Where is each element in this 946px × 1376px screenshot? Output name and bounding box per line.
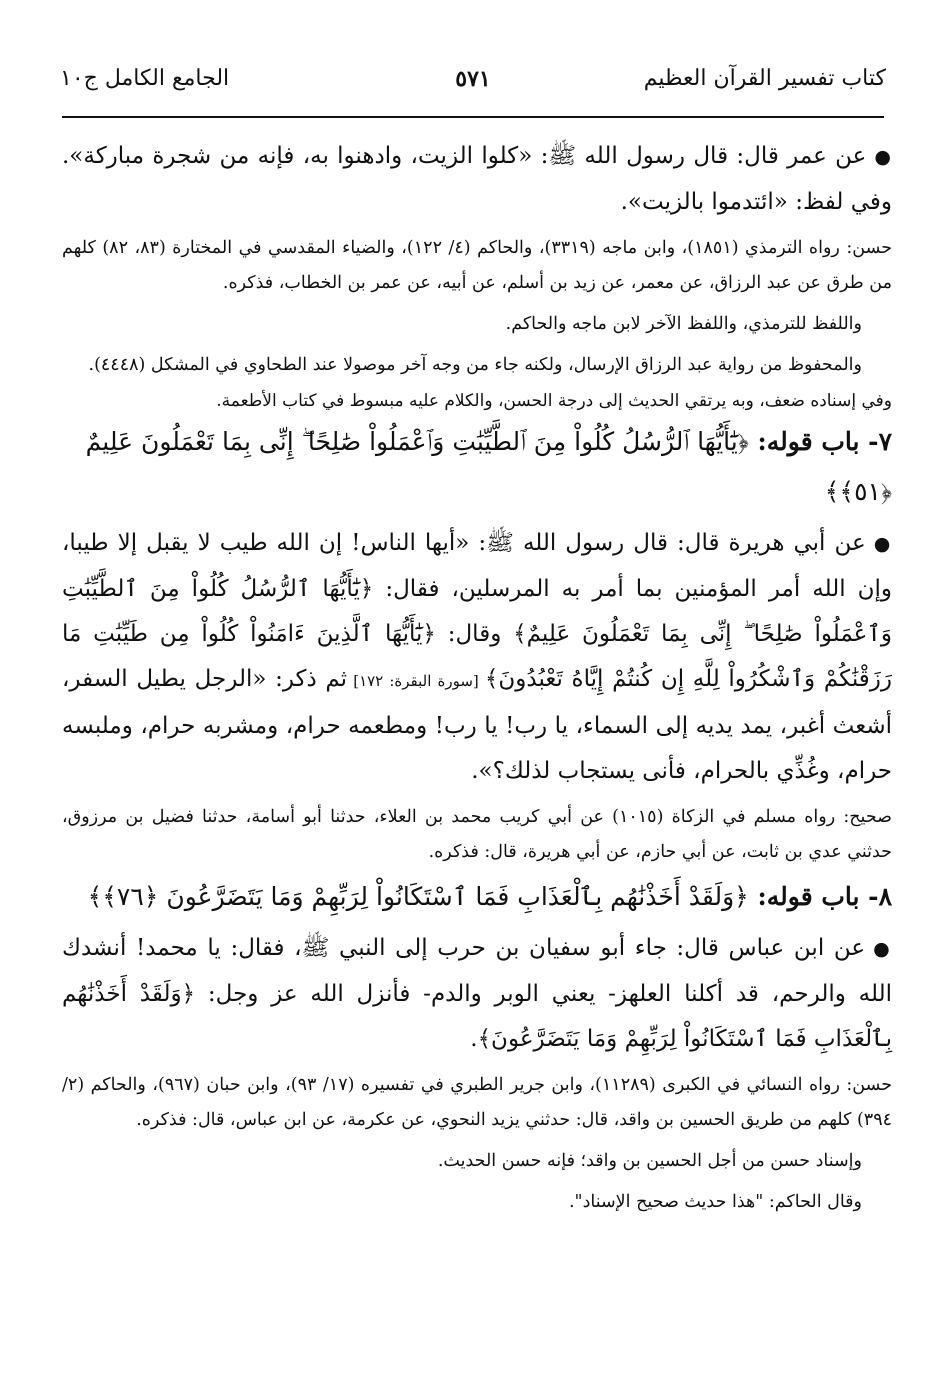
verse-reference: [سورة البقرة: ١٧٢]: [347, 672, 485, 690]
hadith-abu-hurayra: [62, 521, 892, 794]
hadith-text-b: ثم ذكر: «الرجل يطيل السفر، أشعث أغبر، يمد يديه إلى السماء، يا رب! يا رب! ومطعمه حرام، ومشربه حرام، وملبسه حرام، وغُذِّي بالحرام، فأنى يستجاب لذلك؟».: [62, 666, 892, 784]
note-isnad: وفي إسناده ضعف، وبه يرتقي الحديث إلى درجة الحسن، والكلام عليه مبسوط في كتاب الأطعمة.: [216, 391, 892, 411]
verse-al-muminun-76: ﴿وَلَقَدْ أَخَذْنَٰهُم بِٱلْعَذَابِ فَمَا ٱسْتَكَانُواْ لِرَبِّهِمْ وَمَا يَتَضَرَّعُونَ﴾: [62, 981, 892, 1052]
bullet-icon: ●: [873, 533, 892, 555]
chapter-7-label: ٧- باب قوله:: [757, 427, 892, 456]
grading-abu-hurayra: صحيح: رواه مسلم في الزكاة (١٠١٥) عن أبي كريب محمد بن العلاء، حدثنا أبو أسامة، حدثنا فضيل بن مرزوق، حدثني عدي بن ثابت، عن أبي حازم، عن أبي هريرة، قال: فذكره.: [62, 807, 892, 862]
page-header: [60, 66, 886, 106]
hadith-text-a: عن أبي هريرة قال: قال رسول الله ﷺ: «أيها الناس! إن الله طيب لا يقبل إلا طيبا، وإن الله أمر المؤمنين بما أمر به المرسلين، فقال:: [62, 530, 892, 602]
chapter-8-verse: ﴿وَلَقَدْ أَخَذْنَٰهُم بِٱلْعَذَابِ فَمَا ٱسْتَكَانُواْ لِرَبِّهِمْ وَمَا يَتَضَرَّعُونَ ﴿٧٦﴾﴾: [87, 882, 749, 911]
bullet-icon: ●: [873, 938, 892, 960]
hadith-ibn-abbas: [62, 926, 892, 1062]
page-body: [62, 134, 892, 1222]
series-title: الجامع الكامل ج١٠: [60, 66, 230, 91]
chapter-8-heading: [62, 872, 892, 922]
hadith-text: عن ابن عباس قال: جاء أبو سفيان بن حرب إلى النبي ﷺ، فقال: يا محمد! أنشدك الله والرحم، قد أكلنا العلهز- يعني الوبر والدم- فأنزل الله عز وجل:: [62, 935, 892, 1007]
hadith-end: .: [470, 1026, 478, 1052]
book-title: كتاب تفسير القرآن العظيم: [643, 66, 886, 91]
header-rule: [62, 116, 884, 118]
grading-ibn-abbas: حسن: رواه النسائي في الكبرى (١١٢٨٩)، وابن جرير الطبري في تفسيره (١٧/ ٩٣)، وابن حبان (٩٦٧)، والحاكم (٢/ ٣٩٤) كلهم من طريق الحسين بن واقد، قال: حدثني يزيد النحوي، عن عكرمة، عن ابن عباس، قال: فذكره.: [62, 1075, 893, 1130]
chapter-8-label: ٨- باب قوله:: [757, 882, 892, 911]
note-isnad-hasan: وإسناد حسن من أجل الحسين بن واقد؛ فإنه حسن الحديث.: [437, 1151, 862, 1171]
chapter-7-heading: [62, 417, 892, 517]
verse-al-muminun-51: ﴿يَٰٓأَيُّهَا ٱلرُّسُلُ كُلُواْ مِنَ ٱلطَّيِّبَٰتِ وَٱعْمَلُواْ صَٰلِحًا ۖ إِنِّى بِمَا تَعْمَلُونَ عَلِيمٌ﴾: [62, 576, 892, 647]
note-hakim: وقال الحاكم: "هذا حديث صحيح الإسناد".: [568, 1192, 862, 1212]
grading-umar: حسن: رواه الترمذي (١٨٥١)، وابن ماجه (٣٣١٩)، والحاكم (٤/ ١٢٢)، والضياء المقدسي في المختارة (٨٣، ٨٢) كلهم من طرق عن عبد الرزاق، عن معمر، عن زيد بن أسلم، عن أبيه، عن عمر بن الخطاب، فذكره.: [62, 238, 893, 293]
connector-text: وقال:: [435, 621, 514, 647]
chapter-7-verse: ﴿يَٰٓأَيُّهَا ٱلرُّسُلُ كُلُواْ مِنَ ٱلطَّيِّبَٰتِ وَٱعْمَلُواْ صَٰلِحًا ۖ إِنِّى بِمَا تَعْمَلُونَ عَلِيمٌ ﴿٥١﴾﴾: [85, 427, 892, 506]
bullet-icon: ●: [874, 146, 892, 168]
hadith-text: عن عمر قال: قال رسول الله ﷺ: «كلوا الزيت، وادهنوا به، فإنه من شجرة مباركة». وفي لفظ: «ائتدموا بالزيت».: [62, 143, 892, 215]
hadith-umar: [62, 134, 892, 225]
note-mursal: والمحفوظ من رواية عبد الرزاق الإرسال، ولكنه جاء من وجه آخر موصولا عند الطحاوي في المشكل (٤٤٤٨).: [88, 355, 862, 375]
page-number: ٥٧١: [455, 66, 491, 92]
note-wording: واللفظ للترمذي، واللفظ الآخر لابن ماجه والحاكم.: [505, 314, 862, 334]
verse-al-baqara-172: ﴿يَٰٓأَيُّهَا ٱلَّذِينَ ءَامَنُواْ كُلُواْ مِن طَيِّبَٰتِ مَا رَزَقْنَٰكُمْ وَٱشْكُرُواْ لِلَّهِ إِن كُنتُمْ إِيَّاهُ تَعْبُدُونَ﴾: [62, 621, 892, 692]
